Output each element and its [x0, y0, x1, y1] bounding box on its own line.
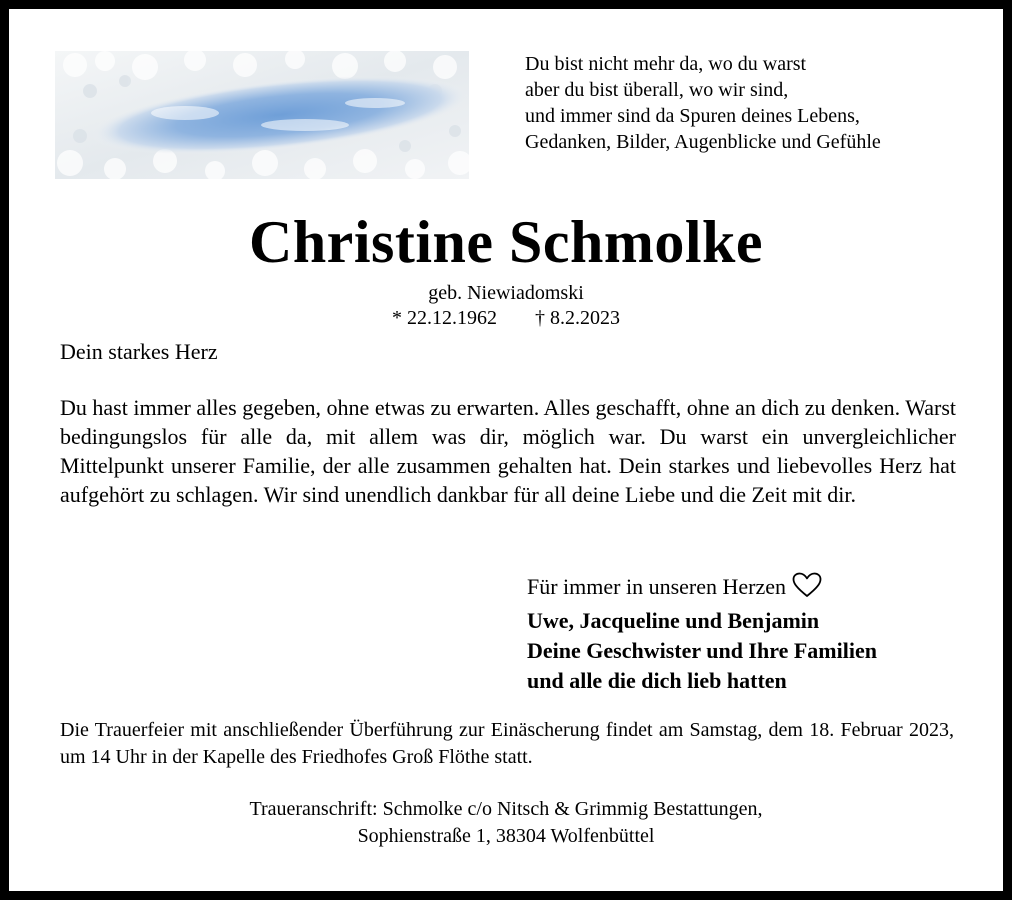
maiden-name: geb. Niewiadomski	[428, 282, 584, 304]
closing-line	[527, 572, 967, 606]
mourning-address	[0, 796, 1012, 850]
life-dates	[0, 306, 1012, 330]
poem-line: Gedanken, Bilder, Augenblicke und Gefühle	[525, 131, 881, 153]
closing-text: Für immer in unseren Herzen	[527, 574, 787, 599]
intro-heading: Dein starkes Herz	[60, 339, 218, 364]
poem-line: Du bist nicht mehr da, wo du warst	[525, 53, 807, 75]
family-line-2: Deine Geschwister und Ihre Familien	[527, 638, 877, 663]
family-signature	[527, 572, 967, 696]
cloud-sky-image	[55, 51, 469, 179]
heart-outline-icon	[792, 572, 822, 606]
poem	[525, 51, 985, 155]
tribute-text: Du hast immer alles gegeben, ohne etwas zu erwarten. Alles geschafft, ohne an dich zu denken. Warst bedingungslos für alle da, mit allem was dir, möglich war. Du warst ein unvergleichlicher Mittelpunkt unserer Familie, der alle zusammen gehalten hat. Dein starkes und liebevolles Herz hat aufgehört zu schlagen. Wir sind unendlich dankbar für all deine Liebe und die Zeit mit dir.	[60, 395, 956, 507]
address-line-2: Sophienstraße 1, 38304 Wolfenbüttel	[357, 825, 655, 847]
deceased-name: Christine Schmolke	[248, 209, 764, 275]
funeral-notice: Die Trauerfeier mit anschließender Überführung zur Einäscherung findet am Samstag, dem 18. Februar 2023, um 14 Uhr in der Kapelle des Friedhofes Groß Flöthe statt.	[60, 719, 954, 768]
poem-line: und immer sind da Spuren deines Lebens,	[525, 105, 860, 127]
death-date: † 8.2.2023	[535, 307, 620, 329]
poem-line: aber du bist überall, wo wir sind,	[525, 79, 789, 101]
address-line-1: Traueranschrift: Schmolke c/o Nitsch & Grimmig Bestattungen,	[249, 798, 763, 820]
birth-date: * 22.12.1962	[392, 307, 497, 329]
family-line-3: und alle die dich lieb hatten	[527, 668, 787, 693]
family-line-1: Uwe, Jacqueline und Benjamin	[527, 608, 820, 633]
